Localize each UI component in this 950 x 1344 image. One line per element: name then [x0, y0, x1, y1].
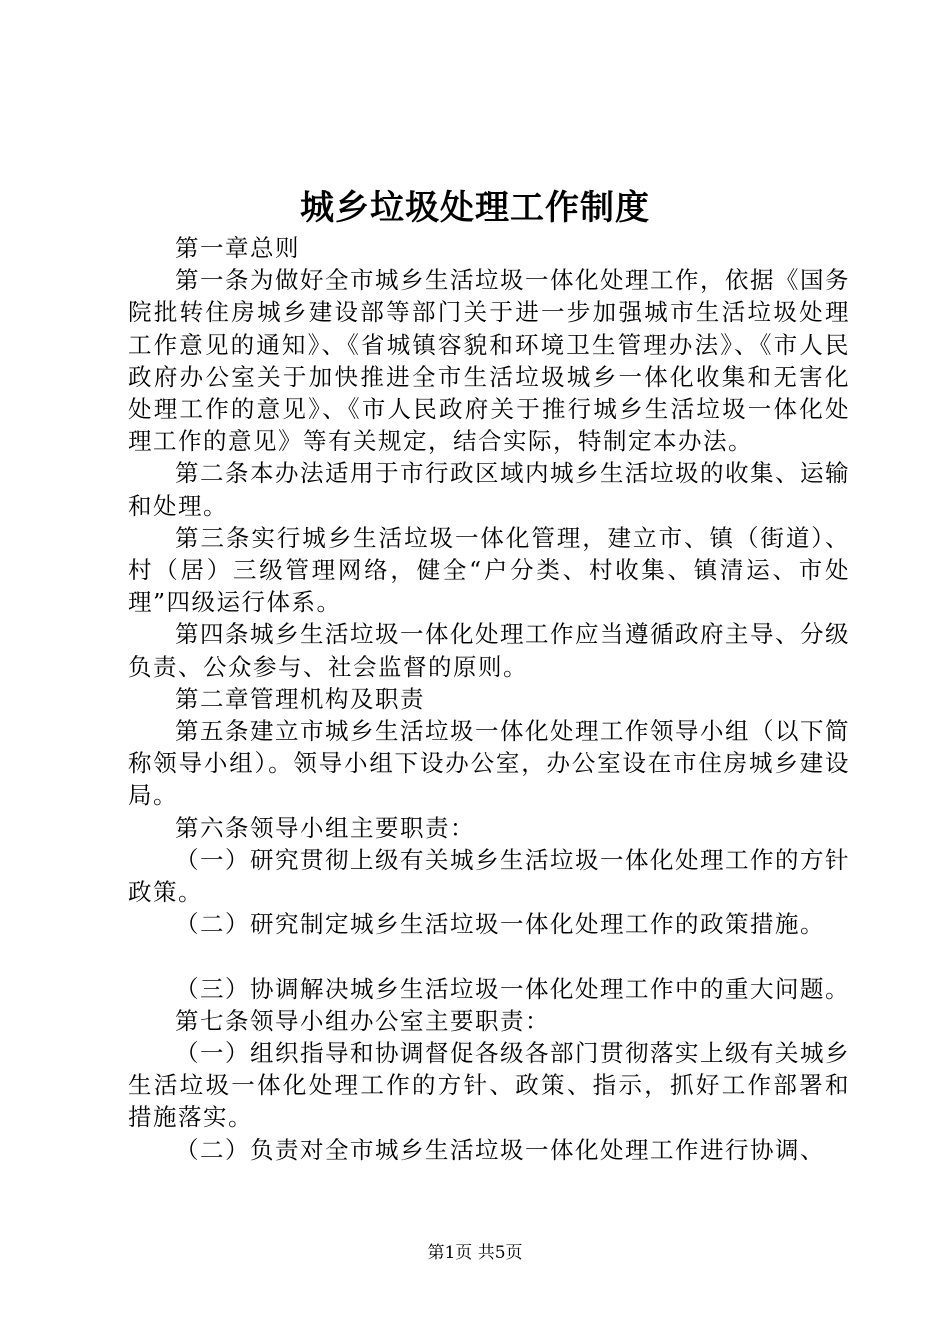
- article-2: 第二条本办法适用于市行政区域内城乡生活垃圾的收集、运输和处理。: [128, 459, 850, 520]
- article-6: 第六条领导小组主要职责：: [175, 813, 475, 842]
- article-6-item-2: （二）研究制定城乡生活垃圾一体化处理工作的政策措施。: [175, 910, 825, 939]
- article-3: 第三条实行城乡生活垃圾一体化管理，建立市、镇（街道）、村（居）三级管理网络，健全“户分类、村收集、镇清运、市处理”四级运行体系。: [128, 523, 850, 617]
- article-1: 第一条为做好全市城乡生活垃圾一体化处理工作，依据《国务院批转住房城乡建设部等部门关于进一步加强城市生活垃圾处理工作意见的通知》、《省城镇容貌和环境卫生管理办法》、《市人民政府办公室关于加快推进全市生活垃圾城乡一体化收集和无害化处理工作的意见》、《市人民政府关于推行城乡生活垃圾一体化处理工作的意见》等有关规定，结合实际，特制定本办法。: [128, 266, 850, 456]
- article-6-item-3: （三）协调解决城乡生活垃圾一体化处理工作中的重大问题。: [175, 974, 850, 1003]
- chapter-heading-2: 第二章管理机构及职责: [175, 684, 425, 713]
- document-body: [128, 232, 850, 1166]
- article-5: 第五条建立市城乡生活垃圾一体化处理工作领导小组（以下简称领导小组）。领导小组下设办公室，办公室设在市住房城乡建设局。: [128, 717, 850, 810]
- article-4: 第四条城乡生活垃圾一体化处理工作应当遵循政府主导、分级负责、公众参与、社会监督的原则。: [128, 620, 850, 681]
- article-7-item-2: （二）负责对全市城乡生活垃圾一体化处理工作进行协调、: [175, 1135, 825, 1164]
- article-6-item-1: （一）研究贯彻上级有关城乡生活垃圾一体化处理工作的方针政策。: [128, 845, 850, 907]
- document-title: 城乡垃圾处理工作制度: [300, 188, 650, 228]
- page-number: 第1页 共5页: [427, 1243, 523, 1263]
- article-7: 第七条领导小组办公室主要职责：: [175, 1006, 550, 1035]
- article-7-item-1: （一）组织指导和协调督促各级各部门贯彻落实上级有关城乡生活垃圾一体化处理工作的方针、政策、指示，抓好工作部署和措施落实。: [128, 1039, 850, 1132]
- chapter-heading-1: 第一章总则: [175, 234, 300, 262]
